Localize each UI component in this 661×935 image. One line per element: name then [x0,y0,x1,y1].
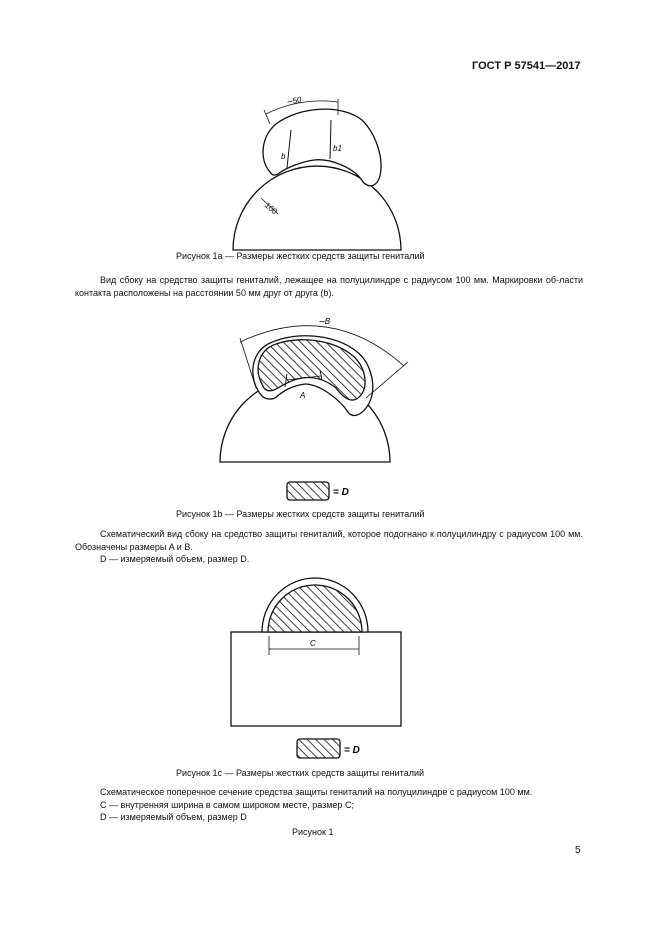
document-header: ГОСТ Р 57541—2017 [472,60,581,72]
description-1a [75,274,583,299]
description-1b [75,528,583,566]
label-arc-50: ∼50 [285,94,303,107]
label-a: A [300,391,306,400]
label-arc-b: ∼B [318,317,331,326]
caption-1a: Рисунок 1а — Размеры жестких средств защиты гениталий [176,251,425,261]
description-1b-line2: D — измеряемый объем, размер D. [100,554,250,564]
legend-swatch-1b [287,482,329,500]
label-c: C [310,639,316,648]
legend-label-1b: = D [333,487,349,498]
figure-1a-drawing [233,95,401,250]
label-radius-100: 100 [262,200,279,217]
figure-1c-drawing [231,578,401,758]
half-cylinder-section-1c [231,632,401,726]
description-1c-line3: D — измеряемый объем, размер D [100,812,247,822]
description-1c [75,786,583,824]
page-number: 5 [575,845,581,856]
description-1c-line1: Схематическое поперечное сечение средства защиты гениталий на полуцилиндре с радиусом 100 мм. [100,787,533,797]
legend-label-1c: = D [344,745,360,756]
legend-swatch-1c [297,739,340,758]
description-1b-line1: Схематический вид сбоку на средство защиты гениталий, которое подогнано к полуцилиндру с радиусом 100 мм. Обозначены размеры A и B. [75,529,583,552]
label-b1: b1 [333,144,342,153]
figure-1b-drawing [220,317,408,500]
label-b: b [281,152,286,161]
description-1c-line2: C — внутренняя ширина в самом широком месте, размер C; [100,799,354,810]
description-1a-text: Вид сбоку на средство защиты гениталий, лежащее на полуцилиндре с радиусом 100 мм. Маркировки об-ласти контакта расположены на расстоянии 50 мм друг от друга (b). [75,275,583,298]
figure-title: Рисунок 1 [292,827,334,837]
caption-1c: Рисунок 1с — Размеры жестких средств защиты гениталий [176,768,425,778]
caption-1b: Рисунок 1b — Размеры жестких средств защиты гениталий [176,509,425,519]
